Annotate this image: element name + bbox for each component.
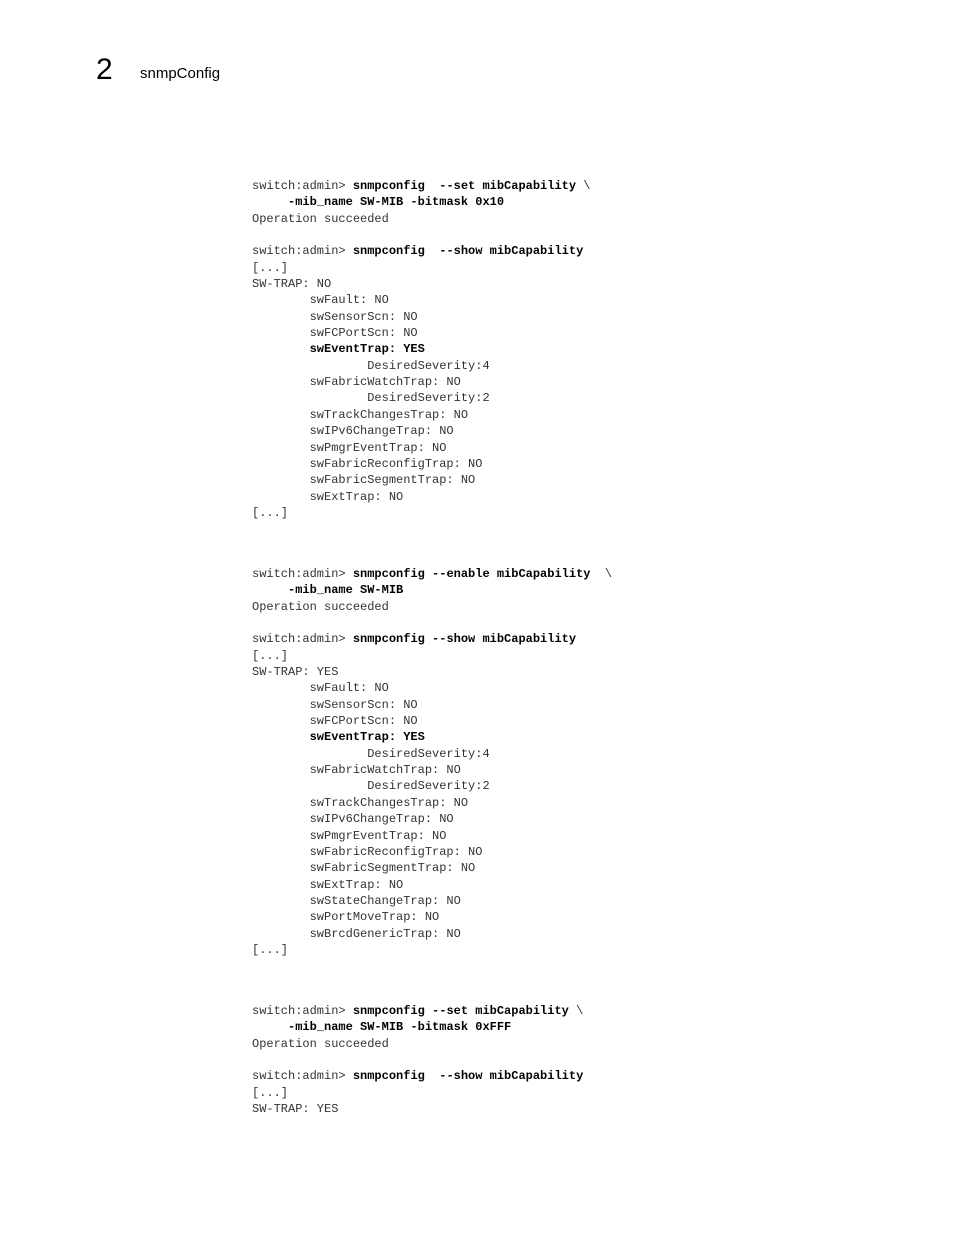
code-example-set-bitmask-0xfff — [252, 1003, 583, 1117]
code-line — [252, 631, 612, 647]
code-line — [252, 292, 590, 308]
code-output-text: swFabricSegmentTrap: NO — [252, 861, 476, 876]
code-line — [252, 243, 590, 259]
code-output-text: swFabricReconfigTrap: NO — [252, 844, 483, 859]
code-output-text: switch:admin> — [252, 244, 353, 259]
code-output-text: swStateChangeTrap: NO — [252, 893, 461, 908]
code-line — [252, 664, 612, 680]
code-output-text: swFCPortScn: NO — [252, 326, 418, 341]
code-line — [252, 211, 590, 227]
code-command-text: -mib_name SW-MIB — [288, 583, 404, 598]
code-output-text: swFabricSegmentTrap: NO — [252, 473, 476, 488]
code-example-enable-mib-capability — [252, 566, 612, 958]
code-line — [252, 1068, 583, 1084]
code-line — [252, 440, 590, 456]
code-command-text: snmpconfig --set mibCapability — [352, 179, 577, 193]
code-output-text: DesiredSeverity:2 — [252, 391, 490, 406]
code-output-text: Operation succeeded — [252, 211, 389, 226]
code-line — [252, 795, 612, 811]
code-output-text: DesiredSeverity:2 — [252, 779, 490, 794]
code-line — [252, 828, 612, 844]
code-output-text — [252, 195, 288, 209]
code-output-text: switch:admin> — [252, 1069, 353, 1084]
code-output-text: swSensorScn: NO — [252, 697, 418, 712]
code-line — [252, 893, 612, 909]
code-line — [252, 1052, 583, 1068]
code-output-text: SW-TRAP: YES — [252, 1102, 339, 1117]
code-line — [252, 390, 590, 406]
code-output-text: [...] — [252, 1085, 289, 1100]
code-line — [252, 341, 590, 357]
code-line — [252, 1101, 583, 1117]
code-output-text: switch:admin> — [252, 179, 353, 193]
code-output-text: [...] — [252, 648, 289, 663]
code-line — [252, 505, 590, 521]
code-line — [252, 926, 612, 942]
code-output-text: swIPv6ChangeTrap: NO — [252, 424, 454, 439]
code-output-text: [...] — [252, 505, 289, 520]
code-line — [252, 599, 612, 615]
code-output-text: swSensorScn: NO — [252, 309, 418, 324]
code-output-text: swFCPortScn: NO — [252, 714, 418, 729]
code-line — [252, 680, 612, 696]
code-line — [252, 615, 612, 631]
code-output-text: swPmgrEventTrap: NO — [252, 440, 447, 455]
code-line — [252, 877, 612, 893]
code-output-text: \ — [568, 1004, 584, 1018]
code-output-text: SW-TRAP: NO — [252, 277, 332, 292]
code-command-text: snmpconfig --show mibCapability — [352, 1069, 584, 1084]
code-line — [252, 697, 612, 713]
code-output-text: swIPv6ChangeTrap: NO — [252, 812, 454, 827]
code-output-text — [252, 730, 310, 744]
code-line — [252, 942, 612, 958]
code-output-text: swPortMoveTrap: NO — [252, 910, 440, 925]
code-output-text: \ — [590, 567, 613, 581]
code-line — [252, 762, 612, 778]
code-line — [252, 325, 590, 341]
code-line — [252, 374, 590, 390]
running-title: snmpConfig — [140, 65, 221, 82]
code-line — [252, 423, 590, 439]
code-output-text: swExtTrap: NO — [252, 877, 404, 892]
code-output-text: swFault: NO — [252, 681, 389, 696]
code-output-text: \ — [576, 179, 591, 193]
code-line — [252, 909, 612, 925]
code-output-text: switch:admin> — [252, 567, 353, 581]
code-line — [252, 178, 590, 194]
code-command-text: swEventTrap: YES — [309, 342, 425, 357]
code-output-text: switch:admin> — [252, 1004, 353, 1018]
code-line — [252, 276, 590, 292]
code-output-text — [252, 583, 288, 597]
code-line — [252, 260, 590, 276]
code-line — [252, 778, 612, 794]
code-line — [252, 811, 612, 827]
code-output-text: [...] — [252, 942, 289, 957]
code-line — [252, 1003, 583, 1019]
code-command-text: -mib_name SW-MIB -bitmask 0x10 — [288, 195, 505, 210]
code-output-text: switch:admin> — [252, 632, 353, 647]
code-output-text: [...] — [252, 260, 289, 275]
code-command-text: swEventTrap: YES — [309, 730, 425, 745]
code-output-text: swBrcdGenericTrap: NO — [252, 926, 461, 941]
code-command-text: snmpconfig --set mibCapability — [352, 1004, 569, 1018]
code-output-text: DesiredSeverity:4 — [252, 358, 490, 373]
chapter-number: 2 — [96, 53, 113, 86]
code-line — [252, 358, 590, 374]
code-output-text: Operation succeeded — [252, 599, 389, 614]
code-line — [252, 729, 612, 745]
code-output-text: swFault: NO — [252, 293, 389, 308]
code-line — [252, 309, 590, 325]
code-line — [252, 489, 590, 505]
code-line — [252, 194, 590, 210]
code-example-set-bitmask-0x10 — [252, 178, 590, 521]
code-output-text: swExtTrap: NO — [252, 489, 404, 504]
code-output-text: swTrackChangesTrap: NO — [252, 407, 469, 422]
code-line — [252, 746, 612, 762]
code-line — [252, 648, 612, 664]
code-output-text: swFabricWatchTrap: NO — [252, 375, 461, 390]
code-command-text: snmpconfig --show mibCapability — [352, 244, 584, 259]
code-output-text: swTrackChangesTrap: NO — [252, 795, 469, 810]
code-output-text: Operation succeeded — [252, 1036, 389, 1051]
code-line — [252, 582, 612, 598]
code-line — [252, 860, 612, 876]
code-line — [252, 713, 612, 729]
code-output-text — [252, 342, 310, 356]
code-output-text: SW-TRAP: YES — [252, 665, 339, 680]
code-output-text: swFabricWatchTrap: NO — [252, 763, 461, 778]
code-line — [252, 472, 590, 488]
code-line — [252, 844, 612, 860]
code-command-text: -mib_name SW-MIB -bitmask 0xFFF — [288, 1020, 512, 1035]
code-output-text: swPmgrEventTrap: NO — [252, 828, 447, 843]
code-output-text: DesiredSeverity:4 — [252, 746, 490, 761]
code-line — [252, 1036, 583, 1052]
code-line — [252, 1019, 583, 1035]
code-line — [252, 456, 590, 472]
code-line — [252, 227, 590, 243]
code-line — [252, 1085, 583, 1101]
code-command-text: snmpconfig --enable mibCapability — [352, 567, 591, 581]
code-output-text — [252, 1020, 288, 1034]
code-output-text: swFabricReconfigTrap: NO — [252, 456, 483, 471]
code-line — [252, 407, 590, 423]
code-line — [252, 566, 612, 582]
code-command-text: snmpconfig --show mibCapability — [352, 632, 577, 647]
